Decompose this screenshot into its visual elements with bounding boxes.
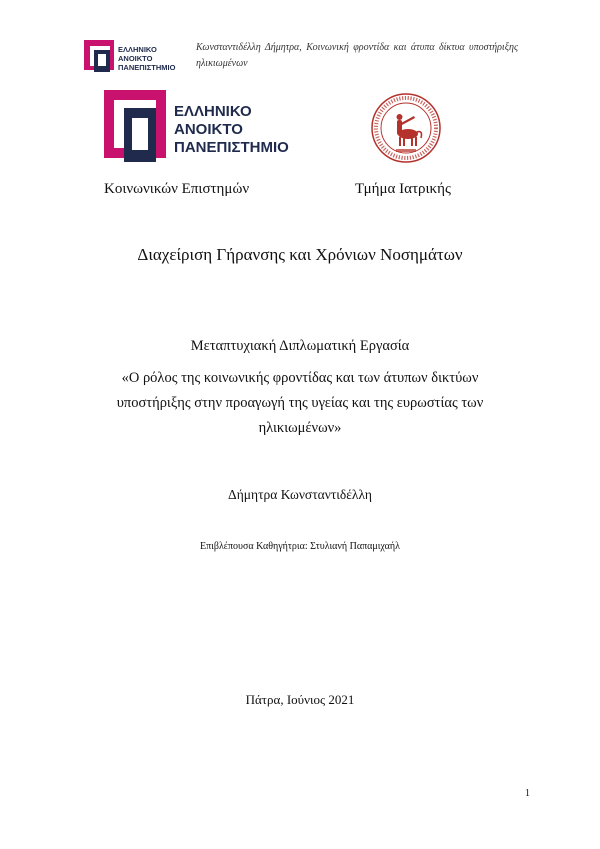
running-header: Κωνσταντιδέλλη Δήμητρα, Κοινωνική φροντίδα και άτυπα δίκτυα υποστήριξης ηλικιωμένων (196, 42, 518, 69)
eap-logo-line-2: ΑΝΟΙΚΤΟ (174, 121, 243, 138)
place-date: Πάτρα, Ιούνιος 2021 (245, 692, 355, 707)
eap-main-logo (104, 90, 290, 162)
program-title: Διαχείριση Γήρανσης και Χρόνιων Νοσημάτων (137, 245, 463, 264)
page-number: 1 (525, 788, 530, 799)
thesis-type: Μεταπτυχιακή Διπλωματική Εργασία (190, 338, 410, 354)
thesis-title: «Ο ρόλος της κοινωνικής φροντίδας και των άτυπων δικτύων υποστήριξης στην προαγωγή της υγείας και της ευρωστίας των ηλικιωμένων» (116, 370, 484, 436)
author-name: Δήμητρα Κωνσταντιδέλλη (228, 487, 372, 502)
eap-logo-line-1: ΕΛΛΗΝΙΚΟ (174, 103, 252, 120)
school-name: Κοινωνικών Επιστημών (104, 181, 250, 197)
header-logo-line-3: ΠΑΝΕΠΙΣΤΗΜΙΟ (118, 63, 176, 72)
eap-logo-line-3: ΠΑΝΕΠΙΣΤΗΜΙΟ (174, 139, 289, 156)
department-name: Τμήμα Ιατρικής (355, 181, 451, 197)
university-seal-logo (370, 92, 442, 164)
supervisor: Επιβλέπουσα Καθηγήτρια: Στυλιανή Παπαμιχαήλ (200, 541, 400, 552)
eap-header-logo (84, 40, 176, 76)
header-logo-line-1: ΕΛΛΗΝΙΚΟ (118, 45, 157, 54)
header-logo-line-2: ΑΝΟΙΚΤΟ (118, 54, 153, 63)
